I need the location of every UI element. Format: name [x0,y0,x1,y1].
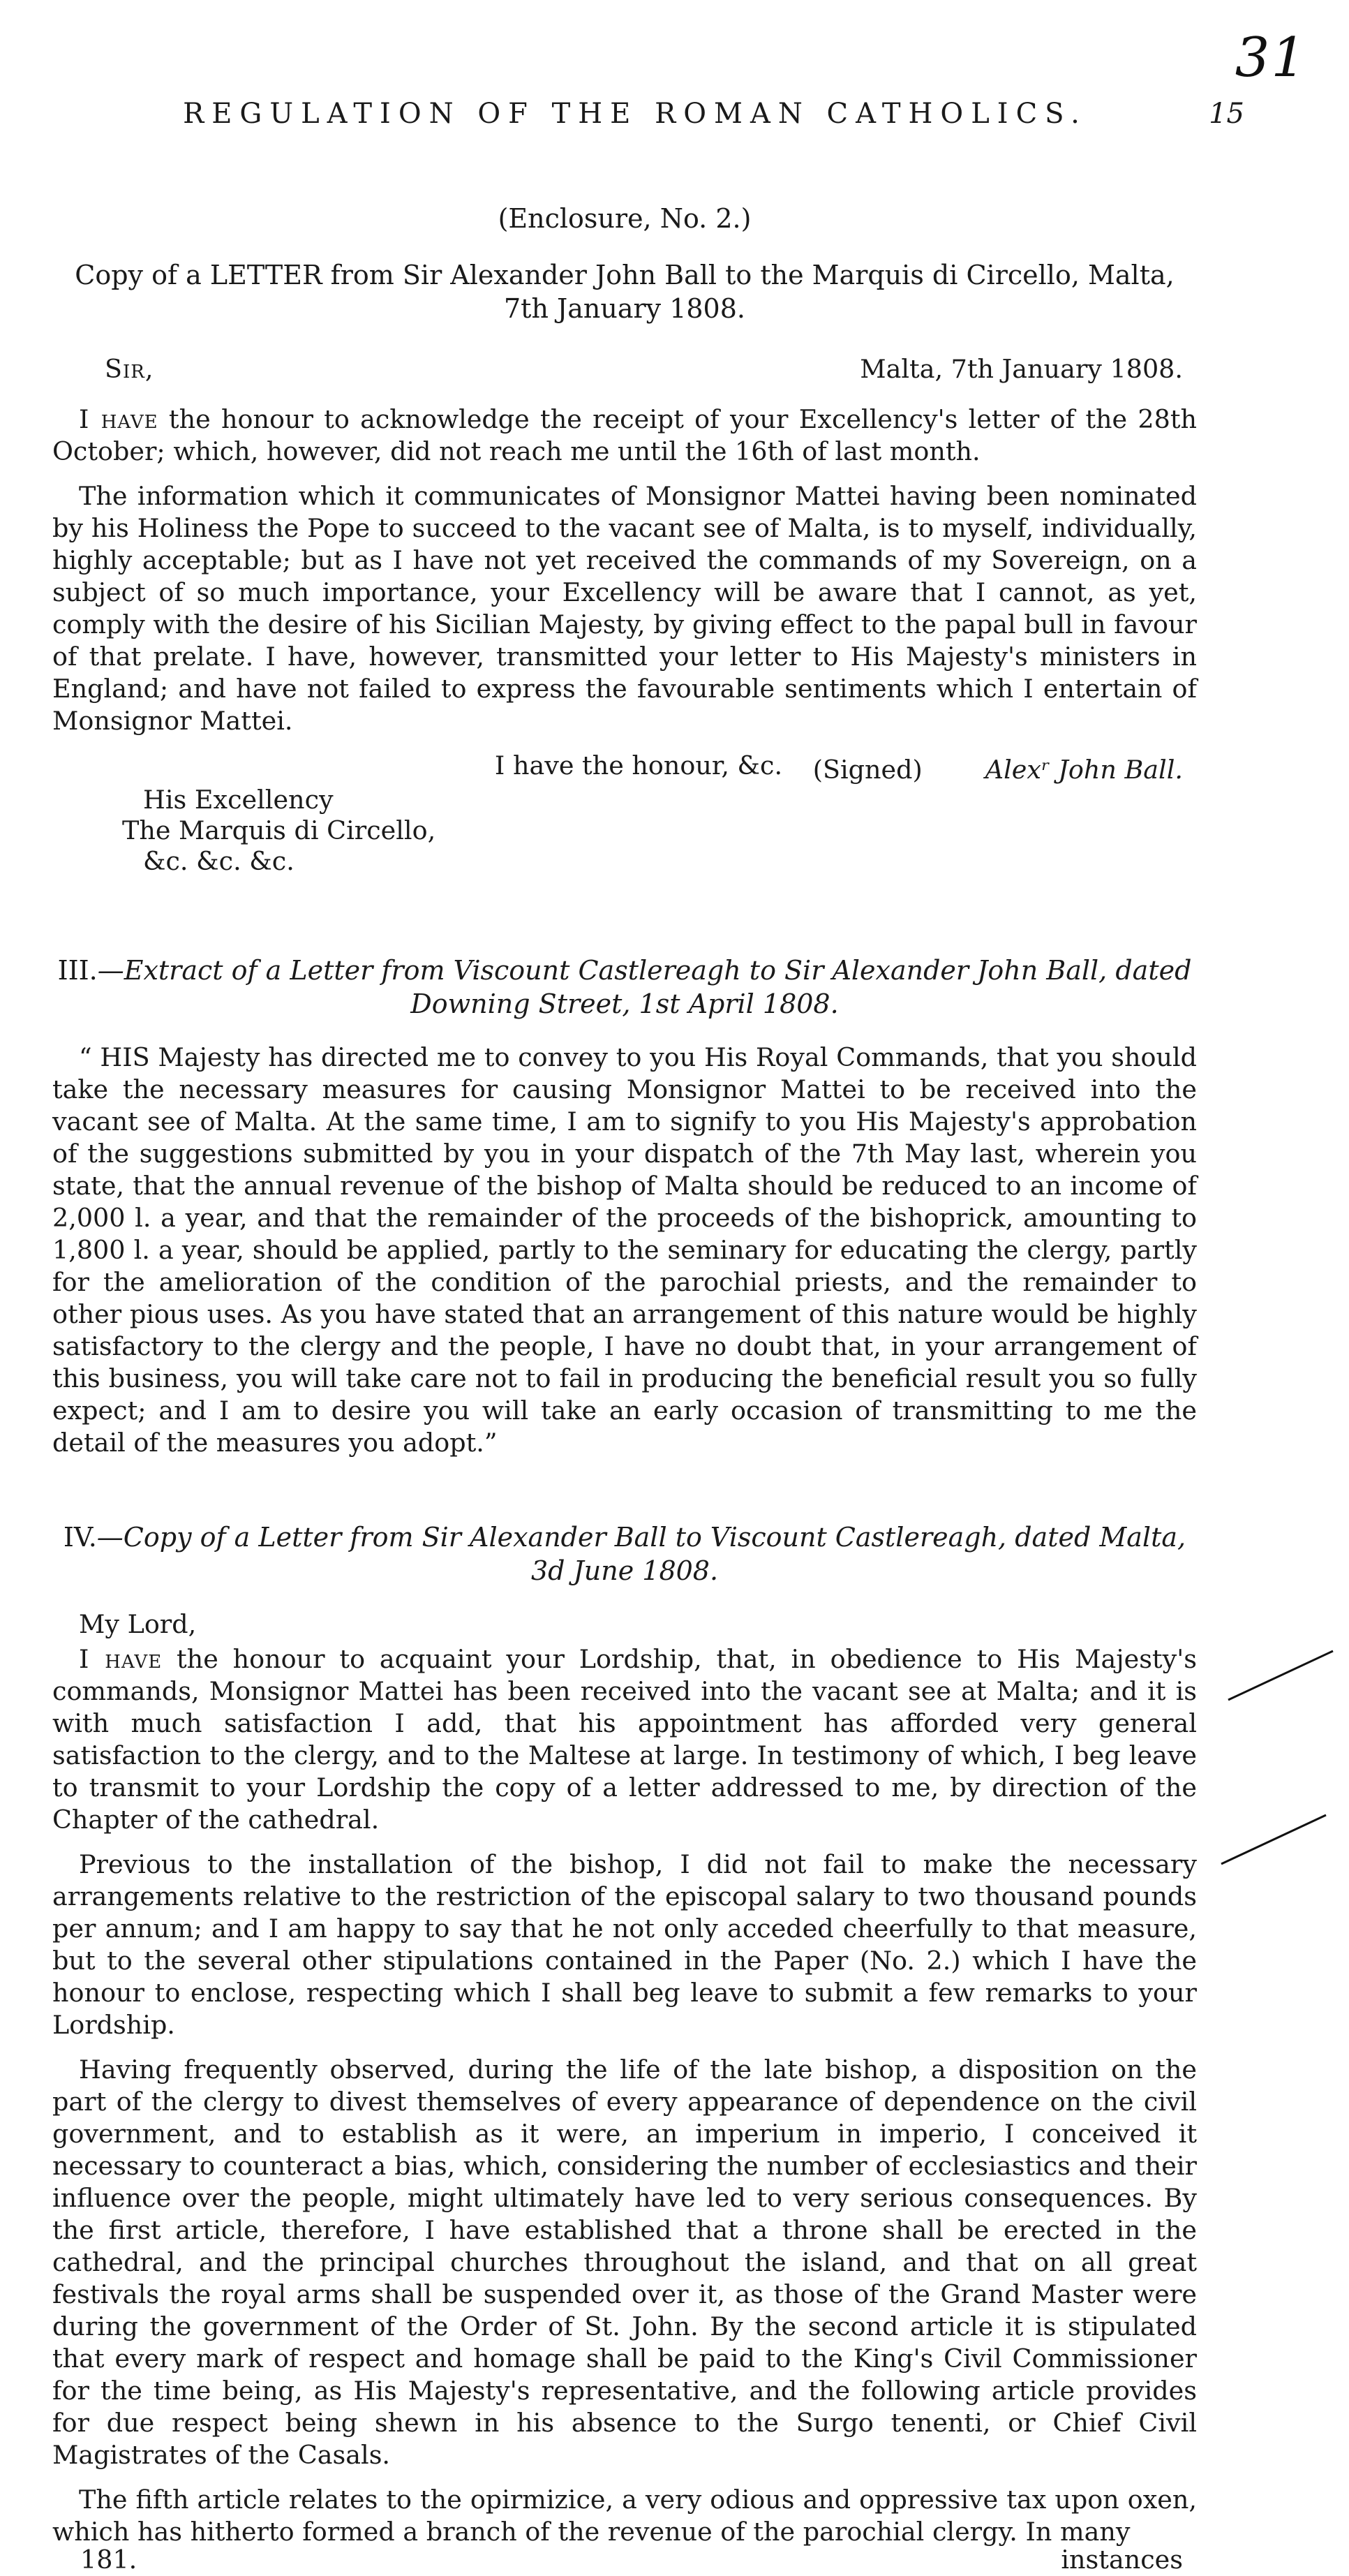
page-footer [52,2544,1197,2576]
signed-label: (Signed) [812,755,923,785]
salutation: Sir, [105,354,154,384]
section-3-body: “ HIS Majesty has directed me to convey to you His Royal Commands, that you should take the necessary measures for causing Monsignor Mattei to be received into the vacant see of Malta. At the same time, I am to signify to you His Majesty's approbation of the suggestions submitted by you in your dispatch of the 7th May last, wherein you state, that the annual revenue of the bishop of Malta should be reduced to an income of 2,000 l. a year, and that the remainder of the proceeds of the bishoprick, amounting to 1,800 l. a year, should be applied, partly to the seminary for educating the clergy, partly for the amelioration of the condition of the parochial priests, and the remainder to other pious uses. As you have stated that an arrangement of this nature would be highly satisfactory to the clergy and the people, I have no doubt that, in your arrangement of this business, you will take care not to fail in producing the beneficial result you so fully expect; and I am to desire you will take an early occasion of transmitting to me the detail of the measures you adopt.” [52,1042,1197,1458]
section-4-salutation: My Lord, [79,1609,197,1639]
addressee [122,785,436,877]
enclosure-paragraph-2: The information which it communicates of Monsignor Mattei having been nominated by his Holiness the Pope to succeed to the vacant see of Malta, is to myself, individually, highly acceptable; but as I have not yet received the commands of my Sovereign, on a subject of so much importance, your Excellency will be aware that I cannot, as yet, comply with the desire of his Sicilian Majesty, by giving effect to the papal bull in favour of that prelate. I have, however, transmitted your letter to His Majesty's ministers in England; and have not failed to express the favourable sentiments which I entertain of Monsignor Mattei. [52,481,1197,736]
page-number: 15 [1209,98,1244,130]
section-4-numeral: IV. [63,1522,97,1553]
enclosure-paragraph-1 [52,404,1197,468]
folio-mark: 31 [1235,27,1307,89]
signed-line [813,754,1197,786]
signature-mark: 181. [80,2545,137,2575]
dateline: Malta, 7th January 1808. [860,354,1183,384]
closing: I have the honour, &c. [494,750,783,780]
section-3-title: —Extract of a Letter from Viscount Castlereagh to Sir Alexander John Ball, dated Downing Street, 1st April 1808. [97,955,1192,1019]
section-4-paragraph-1 [52,1643,1197,1836]
enclosure-label: (Enclosure, No. 2.) [498,203,752,234]
signatory-name: Alexʳ John Ball. [985,755,1183,785]
section-4-heading [52,1520,1197,1587]
para-text: the honour to acquaint your Lordship, that, in obedience to His Majesty's commands, Monsignor Mattei has been received into the vacant see at Malta; and it is with much satisfaction I add, that his appointment has afforded very general satisfaction to the clergy, and to the Maltese at large. In testimony of which, I beg leave to transmit to your Lordship the copy of a letter addressed to me, by direction of the Chapter of the cathedral. [52,1644,1197,1835]
addressee-line-1: His Excellency [143,785,334,815]
catchword: instances [1061,2545,1183,2575]
para-text: the honour to acknowledge the receipt of your Excellency's letter of the 28th October; which, however, did not reach me until the 16th of last month. [52,404,1198,466]
margin-annotation-mark-2 [1214,1805,1333,1867]
running-head: REGULATION OF THE ROMAN CATHOLICS. [183,98,1087,130]
section-4-title: —Copy of a Letter from Sir Alexander Ball to Viscount Castlereagh, dated Malta, 3d June 1808. [96,1522,1186,1586]
margin-annotation-mark-1 [1221,1644,1340,1707]
addressee-line-3: &c. &c. &c. [143,846,295,876]
section-3-numeral: III. [57,955,98,986]
section-4-paragraph-3: Having frequently observed, during the life of the late bishop, a disposition on the part of the clergy to divest themselves of every appearance of dependence on the civil government, and to establish as it were, an imperium in imperio, I conceived it necessary to counteract a bias, which, considering the number of ecclesiastics and their influence over the people, might ultimately have led to very serious consequences. By the first article, therefore, I have established that a throne shall be erected in the cathedral, and the principal churches throughout the island, and that on all great festivals the royal arms shall be suspended over it, as those of the Grand Master were during the government of the Order of St. John. By the second article it is stipulated that every mark of respect and homage shall be paid to the King's Civil Commissioner for the time being, as His Majesty's representative, and the following article provides for due respect being shewn in his absence to the Surgo tenenti, or Chief Civil Magistrates of the Casals. [52,2055,1197,2470]
section-4-paragraph-2: Previous to the installation of the bishop, I did not fail to make the necessary arrangements relative to the restriction of the episcopal salary to two thousand pounds per annum; and I am happy to say that he not only acceded cheerfully to that measure, but to the several other stipulations contained in the Paper (No. 2.) which I have the honour to enclose, respecting which I shall beg leave to submit a few remarks to your Lordship. [52,1849,1197,2040]
enclosure-heading: Copy of a LETTER from Sir Alexander John Ball to the Marquis di Circello, Malta, 7th January 1808. [75,260,1175,324]
section-4-paragraph-4: The fifth article relates to the opirmizice, a very odious and oppressive tax upon oxen, which has hitherto formed a branch of the revenue of the parochial clergy. In many [52,2485,1197,2547]
page-body [52,188,1197,2576]
addressee-line-2: The Marquis di Circello, [122,815,436,845]
para-lead: I have [79,404,158,434]
salutation-row [52,353,1197,385]
section-3-heading [52,954,1197,1021]
para-lead: I have [79,1644,163,1674]
